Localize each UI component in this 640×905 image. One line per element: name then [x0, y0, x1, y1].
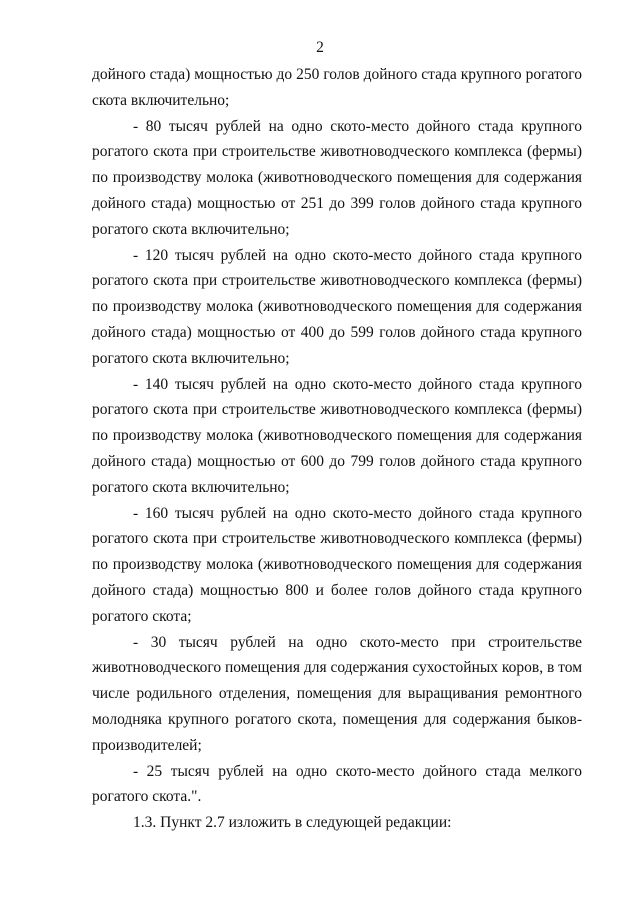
text-line: животноводческого помещения для содержания сухостойных коров, в том — [92, 659, 583, 677]
paragraph-p0 — [92, 62, 582, 114]
paragraph-p4 — [92, 501, 582, 630]
text-line: дойного стада) мощностью 800 и более голов дойного стада крупного — [92, 581, 582, 599]
paragraph-p7 — [92, 810, 582, 836]
text-line: рогатого скота при строительстве животноводческого комплекса (фермы) — [92, 401, 582, 419]
text-line: - 120 тысяч рублей на одно ското-место дойного стада крупного — [133, 246, 582, 264]
text-line: рогатого скота.". — [92, 788, 202, 806]
text-line: дойного стада) мощностью от 400 до 599 голов дойного стада крупного — [92, 323, 582, 341]
text-line: рогатого скота при строительстве животноводческого комплекса (фермы) — [92, 272, 582, 290]
text-line: - 80 тысяч рублей на одно ското-место дойного стада крупного — [133, 117, 582, 135]
paragraph-p3 — [92, 372, 582, 501]
text-line: рогатого скота включительно; — [92, 349, 290, 367]
text-line: - 25 тысяч рублей на одно ското-место дойного стада мелкого — [133, 762, 582, 780]
text-line: по производству молока (животноводческого помещения для содержания — [92, 427, 582, 445]
text-line: - 30 тысяч рублей на одно ското-место при строительстве — [133, 633, 582, 651]
text-line: дойного стада) мощностью от 251 до 399 голов дойного стада крупного — [92, 194, 582, 212]
paragraph-p2 — [92, 243, 582, 372]
paragraph-p1 — [92, 114, 582, 243]
text-line: числе родильного отделения, помещения для выращивания ремонтного — [92, 685, 582, 703]
text-line: по производству молока (животноводческого помещения для содержания — [92, 169, 582, 187]
text-line: дойного стада) мощностью до 250 голов дойного стада крупного рогатого — [92, 66, 582, 83]
text-line: дойного стада) мощностью от 600 до 799 голов дойного стада крупного — [92, 452, 582, 470]
text-line: 1.3. Пункт 2.7 изложить в следующей редакции: — [133, 814, 452, 832]
text-line: рогатого скота; — [92, 607, 192, 625]
document-body — [92, 62, 582, 836]
text-line: рогатого скота включительно; — [92, 478, 290, 496]
text-line: молодняка крупного рогатого скота, помещения для содержания быков- — [92, 710, 582, 728]
paragraph-p6 — [92, 759, 582, 811]
text-line: скота включительно; — [92, 91, 230, 109]
text-line: по производству молока (животноводческого помещения для содержания — [92, 556, 582, 574]
text-line: рогатого скота при строительстве животноводческого комплекса (фермы) — [92, 530, 582, 548]
page-number: 2 — [316, 39, 324, 56]
text-line: рогатого скота при строительстве животноводческого комплекса (фермы) — [92, 143, 582, 161]
text-line: производителей; — [92, 736, 202, 754]
text-line: - 160 тысяч рублей на одно ското-место дойного стада крупного — [133, 504, 582, 522]
text-line: по производству молока (животноводческого помещения для содержания — [92, 298, 582, 316]
text-line: - 140 тысяч рублей на одно ското-место дойного стада крупного — [133, 375, 582, 393]
paragraph-p5 — [92, 630, 582, 759]
text-line: рогатого скота включительно; — [92, 220, 290, 238]
